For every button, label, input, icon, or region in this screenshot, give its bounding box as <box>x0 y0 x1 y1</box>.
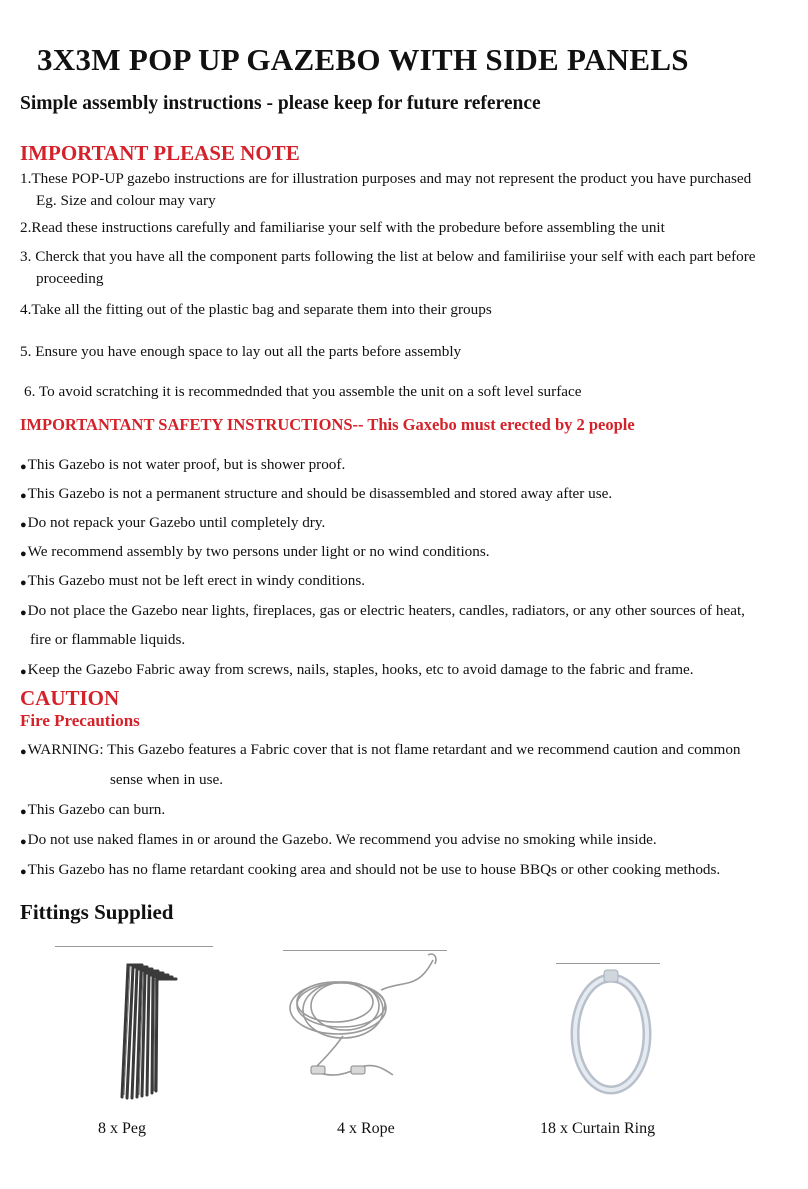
note-item-1-line2: Eg. Size and colour may vary <box>36 192 216 209</box>
bullet-icon: ● <box>20 666 27 678</box>
safety-item <box>20 661 694 679</box>
safety-item-text: Do not place the Gazebo near lights, fireplaces, gas or electric heaters, candles, radiators, or any other sources of heat, <box>27 602 745 619</box>
bullet-icon: ● <box>20 746 27 758</box>
safety-item <box>20 485 612 503</box>
note-item-1 <box>20 168 751 212</box>
safety-item <box>20 602 745 620</box>
safety-item-text: This Gazebo is not a permanent structure and should be disassembled and stored away after use. <box>27 485 613 502</box>
caution-item-text: WARNING: This Gazebo features a Fabric cover that is not flame retardant and we recommend caution and common <box>27 741 741 758</box>
bullet-icon: ● <box>20 490 27 502</box>
note-item-3-line1: 3. Cherck that you have all the component parts following the list at below and familiriise your self with each part before <box>20 248 756 265</box>
fitting-caption-curtain-ring: 18 x Curtain Ring <box>540 1120 656 1137</box>
bullet-icon: ● <box>20 519 27 531</box>
bullet-icon: ● <box>20 806 27 818</box>
safety-item-text: Do not repack your Gazebo until completely dry. <box>27 514 326 531</box>
safety-heading: IMPORTANTANT SAFETY INSTRUCTIONS-- This Gaxebo must erected by 2 people <box>20 415 635 434</box>
rope-icon <box>283 950 453 1110</box>
fittings-heading: Fittings Supplied <box>20 900 174 924</box>
page-title: 3X3M POP UP GAZEBO WITH SIDE PANELS <box>37 42 689 77</box>
safety-item-text: This Gazebo is not water proof, but is shower proof. <box>27 456 346 473</box>
bullet-icon: ● <box>20 607 27 619</box>
note-item-6: 6. To avoid scratching it is recommednded that you assemble the unit on a soft level surface <box>24 383 582 400</box>
note-item-4: 4.Take all the fitting out of the plastic bag and separate them into their groups <box>20 301 492 318</box>
safety-item-text: This Gazebo must not be left erect in windy conditions. <box>27 572 366 589</box>
caution-heading: CAUTION <box>20 686 120 710</box>
caution-item-text: This Gazebo can burn. <box>27 801 166 818</box>
important-note-heading: IMPORTANT PLEASE NOTE <box>20 141 300 165</box>
fitting-caption-rope: 4 x Rope <box>337 1120 395 1137</box>
safety-item <box>20 543 490 561</box>
note-item-2: 2.Read these instructions carefully and familiarise your self with the probedure before assembling the unit <box>20 219 665 236</box>
safety-item <box>20 514 325 532</box>
bullet-icon: ● <box>20 836 27 848</box>
caution-item <box>20 801 165 819</box>
peg-icon <box>108 955 188 1105</box>
note-item-5: 5. Ensure you have enough space to lay out all the parts before assembly <box>20 343 462 360</box>
note-item-3-line2: proceeding <box>36 270 104 287</box>
fire-precautions-heading: Fire Precautions <box>20 711 140 730</box>
bullet-icon: ● <box>20 461 27 473</box>
page-subtitle: Simple assembly instructions - please keep for future reference <box>20 93 541 114</box>
caution-item-text: This Gazebo has no flame retardant cooking area and should not be use to house BBQs or other cooking methods. <box>27 861 721 878</box>
bullet-icon: ● <box>20 548 27 560</box>
safety-item-text: Keep the Gazebo Fabric away from screws, nails, staples, hooks, etc to avoid damage to the fabric and frame. <box>27 661 694 678</box>
fitting-caption-peg: 8 x Peg <box>98 1120 146 1137</box>
caution-item-text: Do not use naked flames in or around the Gazebo. We recommend you advise no smoking while inside. <box>27 831 657 848</box>
caution-item <box>20 741 741 759</box>
divider <box>55 946 213 947</box>
note-item-3 <box>20 246 756 290</box>
bullet-icon: ● <box>20 577 27 589</box>
bullet-icon: ● <box>20 866 27 878</box>
caution-item-continuation: sense when in use. <box>110 771 224 788</box>
safety-item-continuation: fire or flammable liquids. <box>30 631 186 648</box>
caution-item <box>20 861 720 879</box>
safety-item <box>20 456 345 474</box>
curtain-ring-icon <box>566 966 656 1096</box>
divider <box>556 963 660 964</box>
note-item-1-line1: 1.These POP-UP gazebo instructions are for illustration purposes and may not represent the product you have purchased <box>20 170 752 187</box>
safety-item-text: We recommend assembly by two persons under light or no wind conditions. <box>27 543 490 560</box>
caution-item <box>20 831 657 849</box>
safety-item <box>20 572 365 590</box>
